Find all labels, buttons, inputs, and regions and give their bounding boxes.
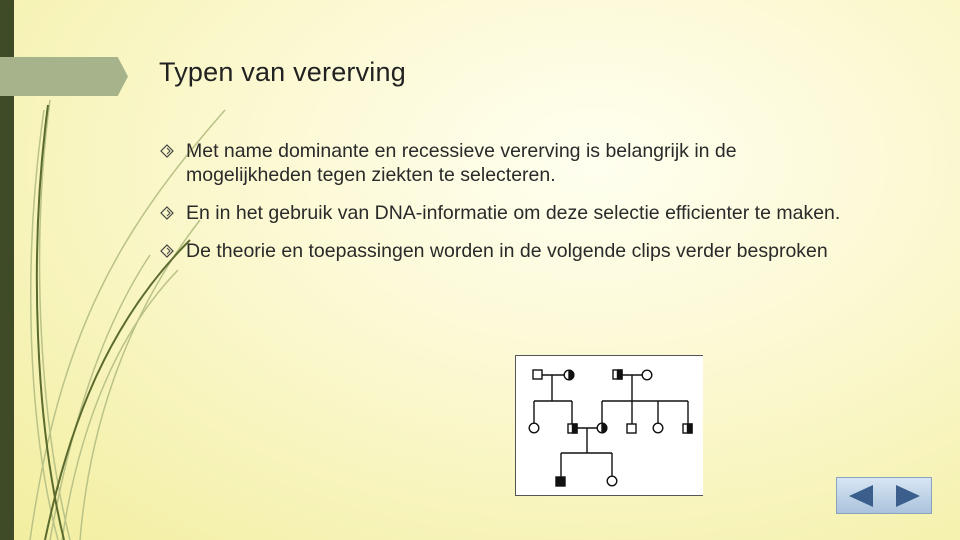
next-slide-button[interactable] (884, 478, 931, 513)
bullet-item (160, 139, 860, 187)
diamond-outline-icon (160, 206, 174, 220)
bullet-list (160, 139, 860, 277)
slide-title: Typen van vererving (159, 57, 406, 87)
diamond-outline-icon (160, 244, 174, 258)
previous-slide-button[interactable] (837, 478, 884, 513)
bullet-item (160, 201, 860, 225)
pedigree-diagram (516, 356, 703, 495)
slide-navigation (836, 477, 932, 514)
triangle-right-icon (893, 483, 923, 509)
triangle-left-icon (846, 483, 876, 509)
diamond-outline-icon (160, 144, 174, 158)
bullet-text: Met name dominante en recessieve vererving is belangrijk in de mogelijkheden tegen ziekten te selecteren. (186, 140, 737, 186)
bullet-text: De theorie en toepassingen worden in de volgende clips verder besproken (186, 240, 828, 262)
bullet-item (160, 239, 860, 263)
pedigree-chart (515, 355, 703, 496)
bullet-text: En in het gebruik van DNA-informatie om deze selectie efficienter te maken. (186, 202, 841, 224)
